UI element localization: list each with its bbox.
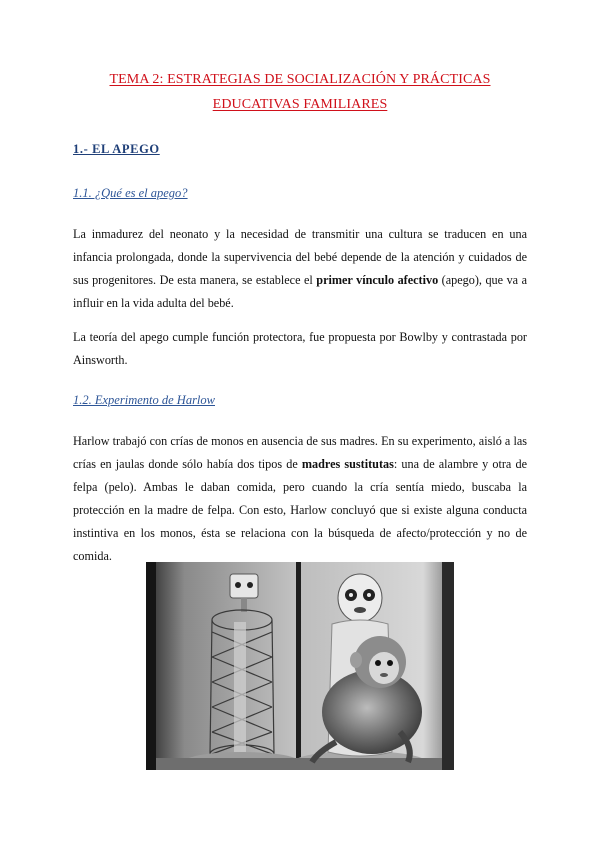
paragraph-definition-text-1: La inmadurez del neonato y la necesidad de transmitir una cultura se traducen en una infancia prolongada, donde la supervivencia del bebé depende de la atención y cuidados de sus progenitores. De esta manera, se establece el [73, 227, 527, 287]
paragraph-theory: La teoría del apego cumple función protectora, fue propuesta por Bowlby y contrastada por Ainsworth. [73, 330, 527, 367]
subsection-heading-harlow: 1.2. Experimento de Harlow [73, 393, 215, 407]
harlow-experiment-photo [146, 562, 454, 770]
bold-term-primer-vinculo: primer vínculo afectivo [316, 273, 439, 287]
document-title-line-1: TEMA 2: ESTRATEGIAS DE SOCIALIZACIÓN Y PRÁCTICAS [109, 72, 491, 87]
paragraph-harlow [73, 430, 527, 568]
document-title-line-2: EDUCATIVAS FAMILIARES [212, 97, 388, 112]
bold-term-madres-sustitutas: madres sustitutas [301, 457, 394, 471]
paragraph-definition-text-2: (apego), que va a influir en la vida adulta del bebé. [73, 273, 527, 310]
paragraph-harlow-text-1: Harlow trabajó con crías de monos en ausencia de sus madres. En su experimento, aisló a las crías en jaulas donde sólo había dos tipos de [73, 434, 527, 471]
paragraph-definition [73, 223, 527, 315]
paragraph-harlow-text-2: : una de alambre y otra de felpa (pelo). Ambas le daban comida, pero cuando la cría sentía miedo, buscaba la protección en la madre de felpa. Con esto, Harlow concluyó que si existe alguna conducta instintiva en los monos, ésta se relaciona con la búsqueda de afecto/protección y no de comida. [73, 457, 527, 563]
section-heading-apego: 1.- EL APEGO [73, 142, 160, 156]
subsection-heading-que-es-apego: 1.1. ¿Qué es el apego? [73, 186, 188, 200]
